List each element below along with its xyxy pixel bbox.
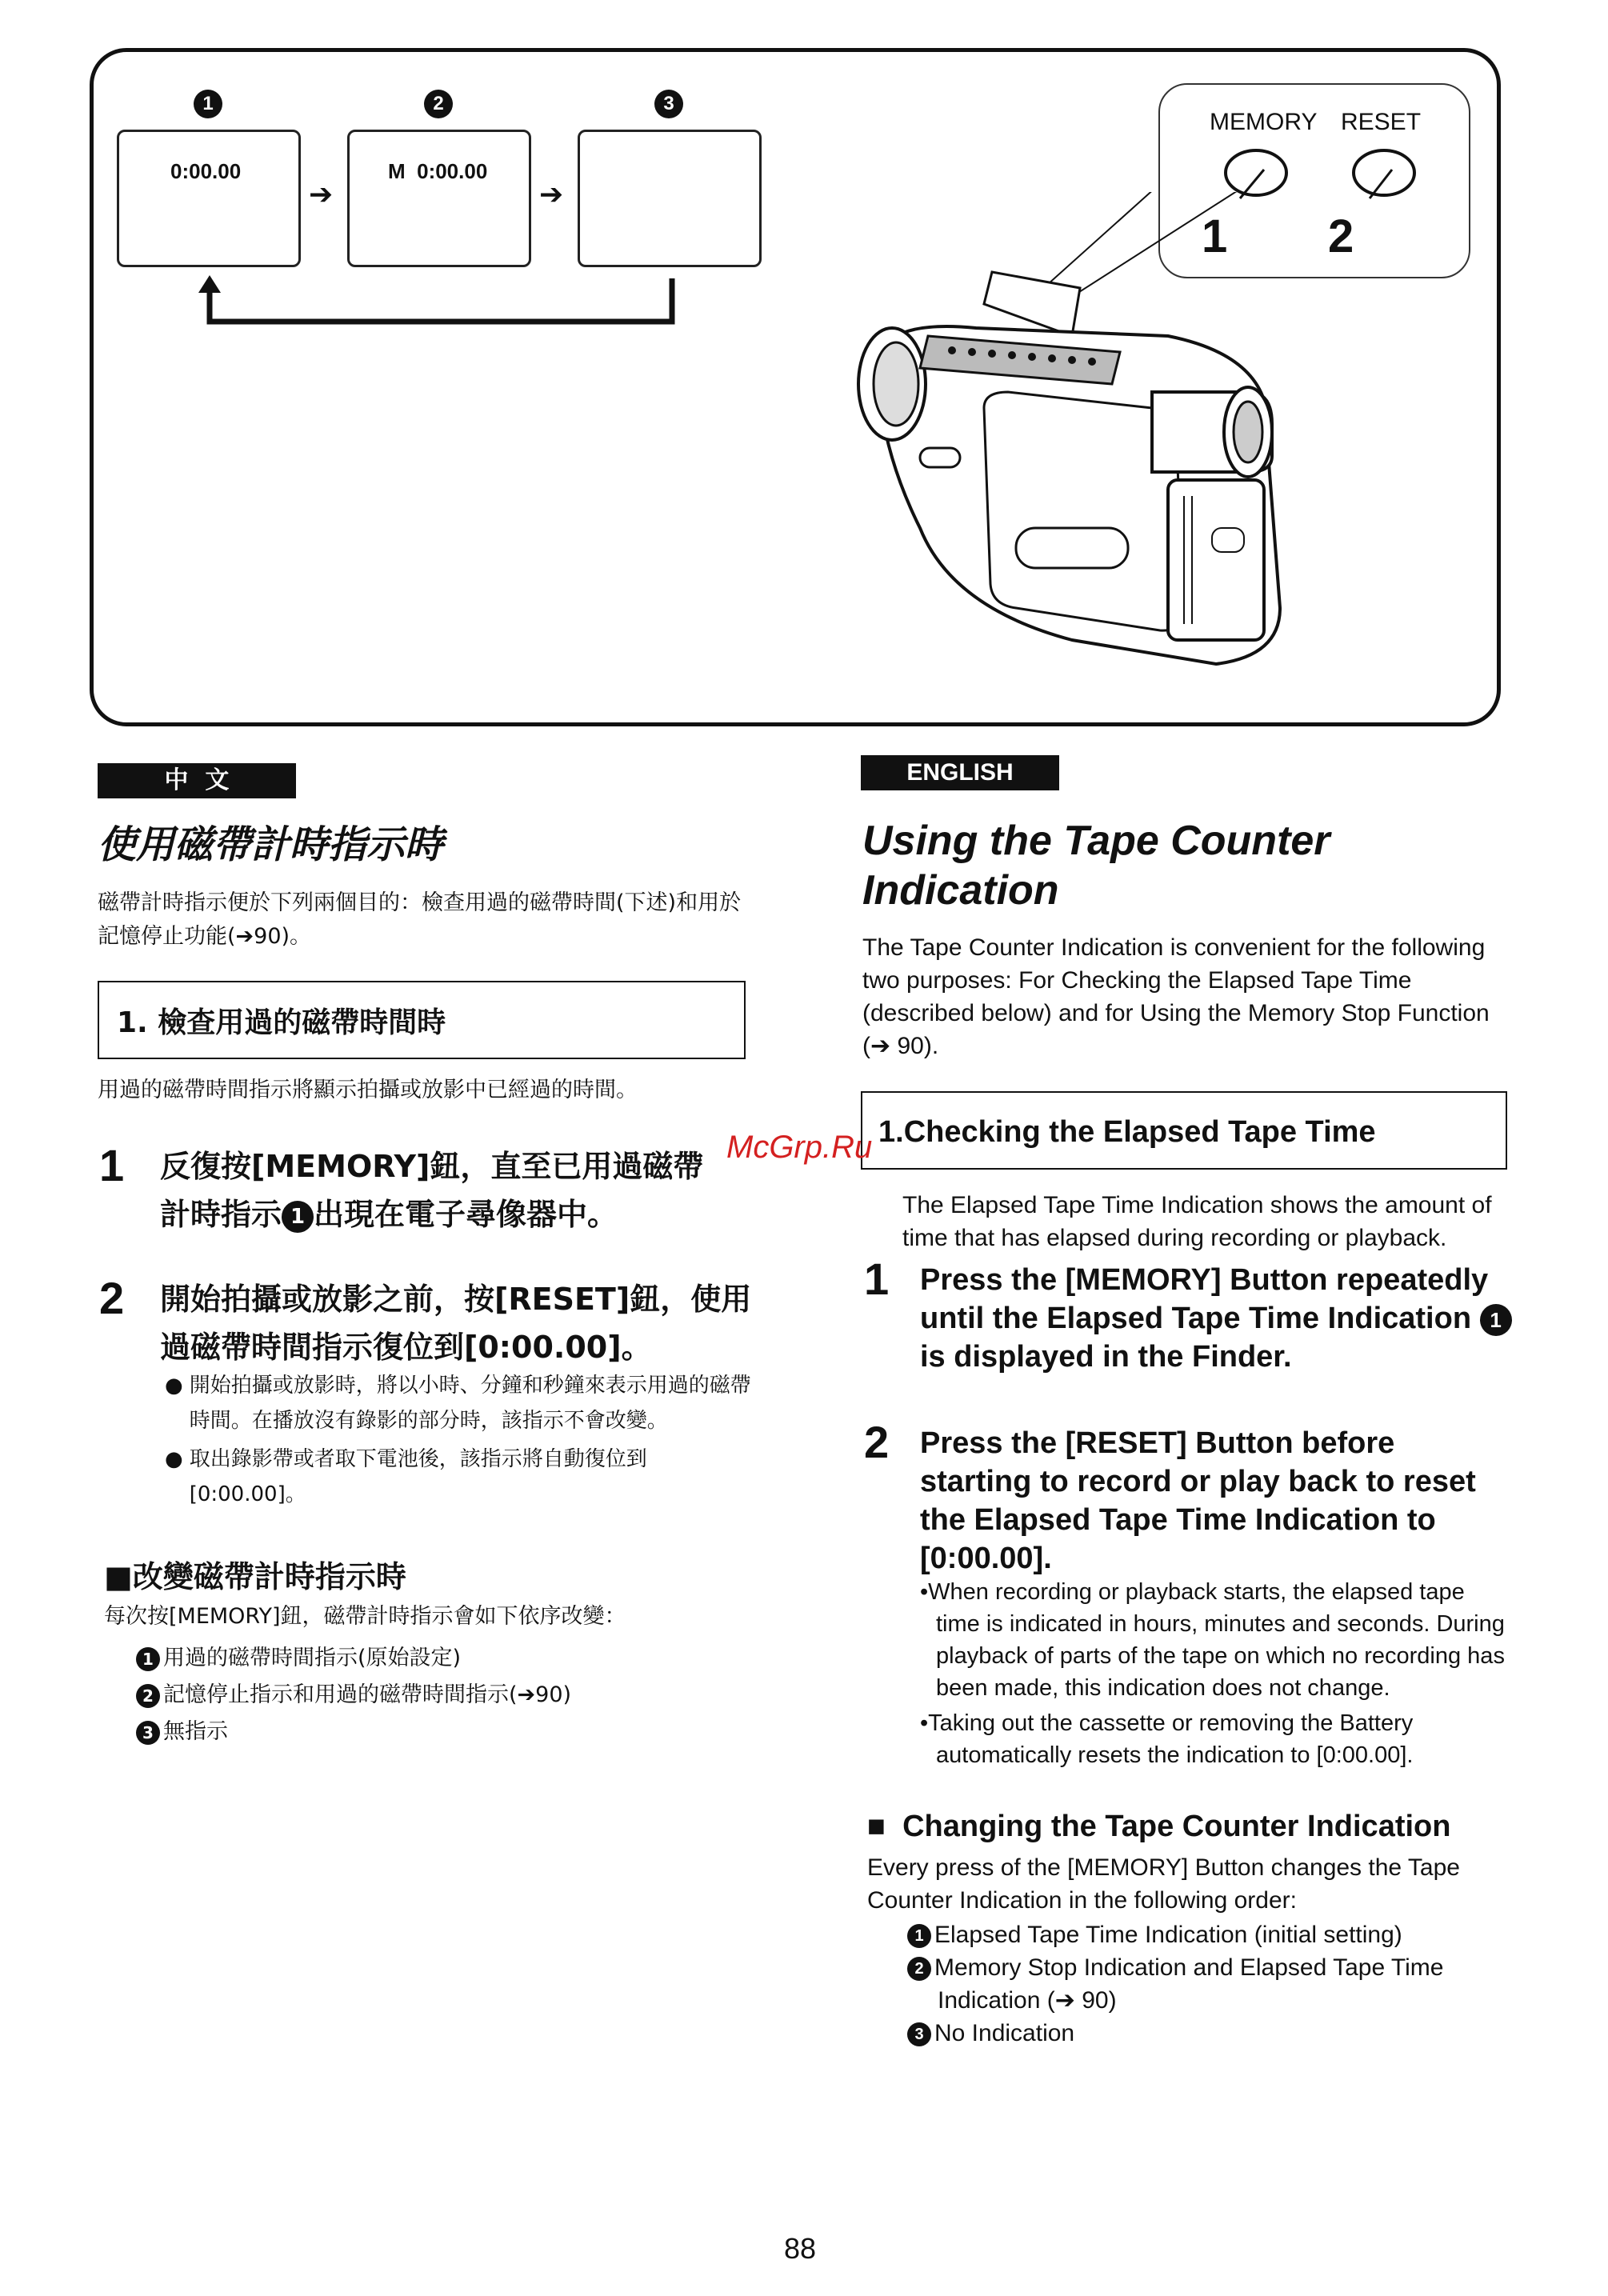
english-step1-text-2: is displayed in the Finder. — [920, 1340, 1292, 1374]
chinese-step2-number: 2 — [99, 1273, 125, 1323]
circled-2-icon: 2 — [907, 1957, 931, 1981]
circled-1-icon: 1 — [1480, 1304, 1512, 1336]
chinese-sub-desc: 用過的磁帶時間指示將顯示拍攝或放影中已經過的時間。 — [98, 1078, 638, 1102]
loop-arrow-icon — [192, 272, 688, 336]
finder-screen-2 — [347, 130, 531, 267]
english-order-item-2 — [907, 1951, 1515, 2017]
chinese-step1-text-1: 計時指示 — [160, 1197, 282, 1232]
chinese-bullet-2 — [165, 1442, 757, 1512]
circled-2-icon: 2 — [136, 1684, 160, 1708]
chinese-step2: 開始拍攝或放影之前，按[RESET]鈕，使用過磁帶時間指示復位到[0:00.00]。 — [160, 1282, 752, 1365]
english-order-item-3 — [907, 2017, 1515, 2050]
reset-label: RESET — [1341, 109, 1422, 135]
english-bullet-1: •When recording or playback starts, the elapsed tape time is indicated in hours, minutes and seconds. During playback of parts of the tape on which no recording has been made, this indication does not change. — [920, 1579, 1505, 1701]
english-bullet-2: •Taking out the cassette or removing the Battery automatically resets the indication to [0:00.00]. — [920, 1710, 1414, 1768]
chinese-order-3-text: 無指示 — [163, 1719, 228, 1744]
english-title-line-2: Indication — [862, 867, 1059, 914]
camcorder-illustration — [832, 192, 1312, 688]
english-order-list — [907, 1918, 1515, 2050]
chinese-bullet-2-text: 取出錄影帶或者取下電池後，該指示將自動復位到[0:00.00]。 — [189, 1447, 647, 1506]
chinese-bullet-list — [165, 1368, 757, 1512]
circled-3-icon: 3 — [907, 2022, 931, 2046]
step-marker-3: 3 — [654, 90, 683, 118]
english-change-desc: Every press of the [MEMORY] Button changes the Tape Counter Indication in the following order: — [867, 1854, 1460, 1914]
chinese-intro: 磁帶計時指示便於下列兩個目的：檢查用過的磁帶時間(下述)和用於記憶停止功能(➔90)。 — [98, 890, 742, 949]
chinese-order-item-1 — [136, 1640, 760, 1677]
page-number: 88 — [784, 2232, 817, 2265]
chinese-step1-number: 1 — [99, 1140, 125, 1190]
chinese-step1 — [160, 1142, 752, 1238]
step-marker-2: 2 — [424, 90, 453, 118]
english-step1-text-1: Press the [MEMORY] Button repeatedly until the Elapsed Tape Time Indication — [920, 1263, 1489, 1335]
english-order-2-text: Memory Stop Indication and Elapsed Tape Time Indication (➔ 90) — [934, 1954, 1444, 2014]
memory-label: MEMORY — [1210, 109, 1318, 135]
button-number-1: 1 — [1202, 210, 1228, 262]
bullet-dot-icon: ● — [165, 1374, 183, 1398]
step-marker-1: 1 — [194, 90, 222, 118]
english-change-heading: ■ Changing the Tape Counter Indication — [867, 1810, 1451, 1843]
chinese-step1-line-a: 反復按[MEMORY]鈕，直至已用過磁帶 — [160, 1149, 704, 1184]
chinese-order-list — [136, 1640, 760, 1750]
chinese-subheading: 1. 檢查用過的磁帶時間時 — [117, 1006, 446, 1039]
bullet-dot-icon: ● — [165, 1447, 183, 1471]
english-title-line-1: Using the Tape Counter — [862, 818, 1330, 864]
english-order-item-1 — [907, 1918, 1515, 1951]
english-order-3-text: No Indication — [934, 2020, 1075, 2046]
chinese-order-1-text: 用過的磁帶時間指示(原始設定) — [163, 1646, 462, 1670]
english-step2: Press the [RESET] Button before starting to record or play back to reset the Elapsed Tape Time Indication to [0:00.00]. — [920, 1426, 1476, 1575]
chinese-step1-text-2: 出現在電子尋像器中。 — [314, 1197, 618, 1232]
chinese-order-item-3 — [136, 1714, 760, 1750]
english-intro: The Tape Counter Indication is convenient for the following two purposes: For Checking the Elapsed Tape Time (described below) and for Using the Memory Stop Function (➔ 90). — [862, 934, 1490, 1059]
button-number-2: 2 — [1328, 210, 1354, 262]
finder-screen-1 — [117, 130, 301, 267]
english-step1-number: 1 — [864, 1254, 890, 1304]
screen-2-text: M 0:00.00 — [388, 159, 488, 183]
english-sub-desc: The Elapsed Tape Time Indication shows the amount of time that has elapsed during recording or playback. — [902, 1192, 1492, 1251]
chinese-change-desc: 每次按[MEMORY]鈕，磁帶計時指示會如下依序改變： — [104, 1604, 626, 1629]
english-order-1-text: Elapsed Tape Time Indication (initial setting) — [934, 1922, 1402, 1948]
chinese-title: 使用磁帶計時指示時 — [98, 822, 444, 867]
english-title — [862, 816, 1330, 916]
circled-1-icon: 1 — [136, 1647, 160, 1671]
arrow-right-icon: ➔ — [539, 178, 564, 210]
english-subheading: 1.Checking the Elapsed Tape Time — [878, 1115, 1376, 1149]
arrow-right-icon: ➔ — [309, 178, 334, 210]
chinese-order-item-2 — [136, 1677, 760, 1714]
finder-screen-3 — [578, 130, 762, 267]
chinese-change-heading: ■改變磁帶計時指示時 — [104, 1559, 406, 1594]
chinese-order-2-text: 記憶停止指示和用過的磁帶時間指示(➔90) — [163, 1682, 572, 1707]
chinese-bullet-1 — [165, 1368, 757, 1438]
circled-3-icon: 3 — [136, 1721, 160, 1745]
circled-1-icon: 1 — [907, 1924, 931, 1948]
watermark: McGrp.Ru — [726, 1130, 873, 1165]
chinese-bullet-1-text: 開始拍攝或放影時，將以小時、分鐘和秒鐘來表示用過的磁帶時間。在播放沒有錄影的部分時，該指示不會改變。 — [189, 1374, 751, 1433]
chinese-step1-line-b — [160, 1190, 752, 1238]
english-bullet-list — [920, 1576, 1512, 1771]
circled-1-icon: 1 — [282, 1201, 314, 1233]
english-section-label: ENGLISH — [861, 755, 1059, 790]
chinese-subheading-box — [98, 981, 746, 1059]
english-step2-number: 2 — [864, 1417, 890, 1467]
chinese-section-label: 中 文 — [98, 763, 296, 798]
screen-1-text: 0:00.00 — [170, 159, 242, 183]
english-subheading-box — [861, 1091, 1507, 1170]
english-step1 — [920, 1261, 1512, 1376]
